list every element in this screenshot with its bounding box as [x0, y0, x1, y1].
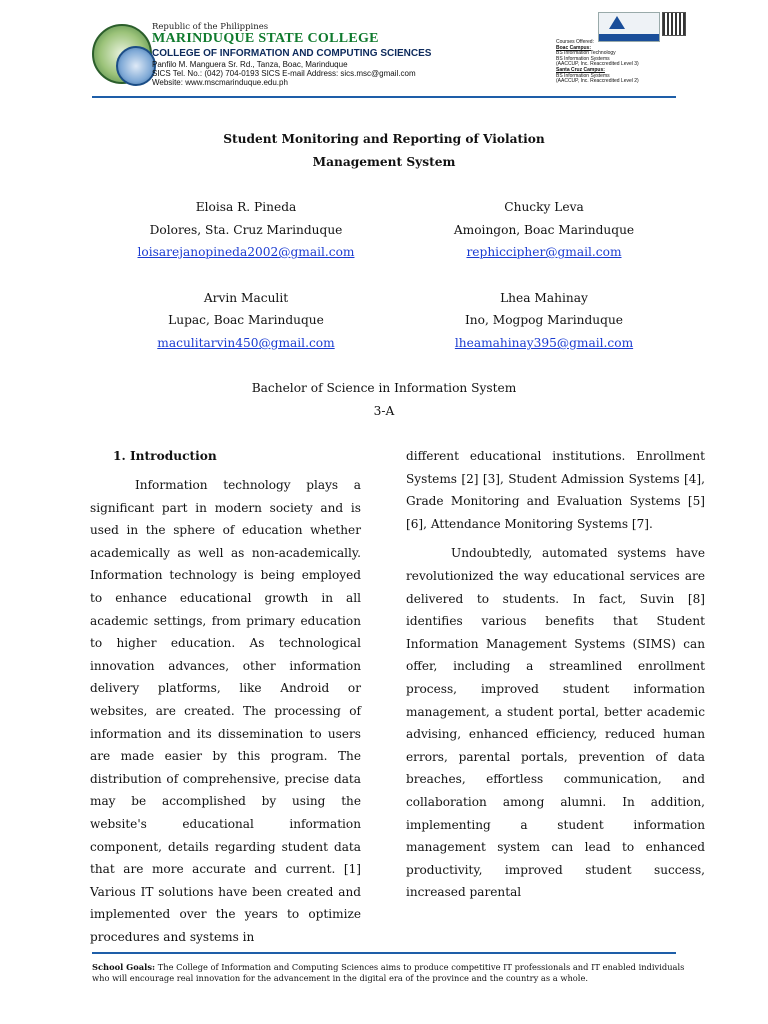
- author-3-email-link[interactable]: maculitarvin450@gmail.com: [157, 336, 335, 350]
- author-4-name: Lhea Mahinay: [500, 291, 588, 305]
- author-3-address: Lupac, Boac Marinduque: [168, 313, 324, 327]
- author-2-email-link[interactable]: rephiccipher@gmail.com: [466, 245, 622, 259]
- introduction-paragraph: Information technology plays a significant part in modern society and is used in the sphere of education whether academically as well as non-academically. Information technology is being employed to enhance educational growth in all academic settings, from primary education to higher education. As technological innovation advances, other information delivery platforms, like Android or websites, are created. The processing of information and its dissemination to users are made easier by this program. The distribution of comprehensive, precise data may be accomplished by using the website's educational information component, details regarding student data that are more accurate and current. [1] Various IT solutions have been created and implemented over the years to optimize procedures and systems in: [90, 478, 361, 944]
- college-name: MARINDUQUE STATE COLLEGE: [152, 31, 379, 46]
- author-1-name: Eloisa R. Pineda: [195, 200, 297, 214]
- college-contact: SICS Tel. No.: (042) 704-0193 SICS E-mail Address: sics.msc@gmail.com: [152, 69, 416, 78]
- sims-paragraph: Undoubtedly, automated systems have revolutionized the way educational services are delivered to students. In fact, Suvin [8] identifies various benefits that Student Information Management Systems (SIMS) can offer, including a streamlined enrollment process, improved student information management, a student portal, better academic advising, enhanced efficiency, reduced human errors, parental portals, prevention of data breaches, effortless communication, and collaboration among alumni. In addition, implementing a student information management system can lead to enhanced productivity, improved student success, increased parental: [406, 546, 705, 900]
- section-label: 3-A: [373, 404, 395, 418]
- republic-label: Republic of the Philippines: [152, 22, 269, 32]
- department-seal-logo: [116, 46, 156, 86]
- author-3-name: Arvin Maculit: [203, 291, 289, 305]
- footer-divider: [92, 952, 676, 954]
- left-column: [90, 474, 361, 948]
- certification-triangle-icon: [609, 16, 625, 29]
- certification-badge: [598, 12, 660, 42]
- program-name: Bachelor of Science in Information System: [251, 381, 517, 395]
- college-website: Website: www.mscmarinduque.edu.ph: [152, 78, 288, 87]
- author-4-address: Ino, Mogpog Marinduque: [464, 313, 623, 327]
- section-heading-introduction: 1. Introduction: [113, 449, 217, 463]
- author-1-email-link[interactable]: loisarejanopineda2002@gmail.com: [137, 245, 355, 259]
- paper-title-line1: Student Monitoring and Reporting of Violation: [223, 132, 545, 146]
- author-2-address: Amoingon, Boac Marinduque: [453, 223, 635, 237]
- right-column: [406, 445, 705, 904]
- qr-code-icon: [662, 12, 686, 36]
- paper-title-line2: Management System: [312, 155, 456, 169]
- school-goals: [92, 962, 692, 984]
- school-goals-text: The College of Information and Computing Sciences aims to produce competitive IT professionals and IT enabled individuals who will encourage real innovation for the advancement in the digital era of the province and the country as a whole.: [92, 962, 685, 983]
- author-4-email-link[interactable]: lheamahinay395@gmail.com: [454, 336, 634, 350]
- continued-paragraph: different educational institutions. Enrollment Systems [2] [3], Student Admission Systems [4], Grade Monitoring and Evaluation Systems [5] [6], Attendance Monitoring Systems [7].: [406, 449, 705, 531]
- college-address: Panfilo M. Manguera Sr. Rd., Tanza, Boac, Marinduque: [152, 60, 348, 69]
- school-goals-label: School Goals:: [92, 962, 156, 972]
- courses-offered: Courses Offered: Boac Campus: BS Information Technology BS Information Systems (AACCUP, Inc. Reaccredited Level 3) Santa Cruz Campus: BS Information Systems (AACCUP, Inc. Reaccredited Level 2): [556, 39, 639, 85]
- department-name: COLLEGE OF INFORMATION AND COMPUTING SCIENCES: [152, 48, 432, 59]
- header-divider: [92, 96, 676, 98]
- author-1-address: Dolores, Sta. Cruz Marinduque: [149, 223, 343, 237]
- author-2-name: Chucky Leva: [504, 200, 584, 214]
